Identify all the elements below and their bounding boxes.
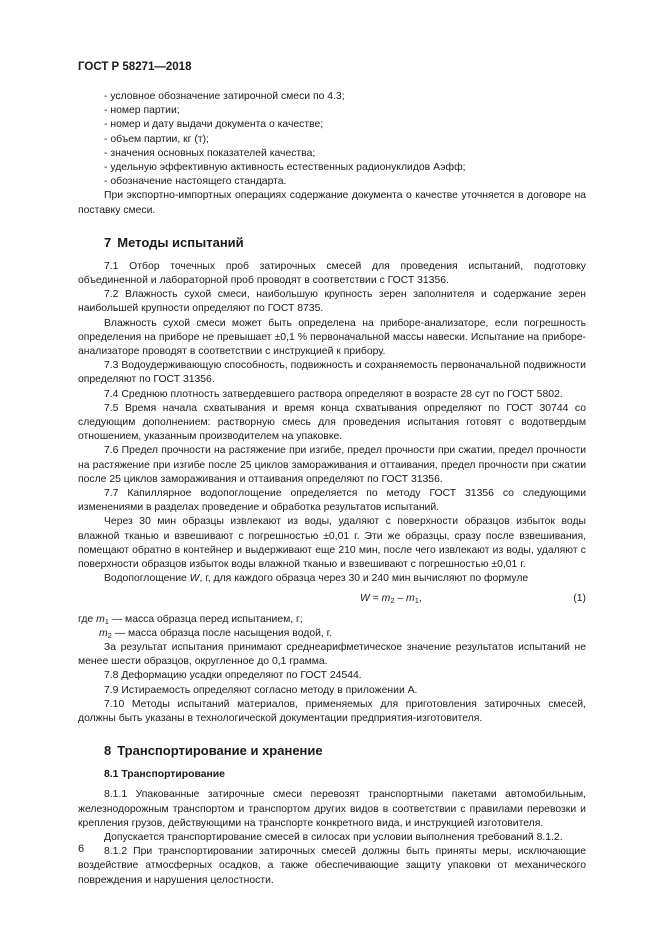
paragraph-7-10: 7.10 Методы испытаний материалов, применяемых для приготовления затирочных смесей, должны быть указаны в технологической документации предприятия-изготовителя. <box>78 698 586 724</box>
text-run: , г, для каждого образца через 30 и 240 мин вычисляют по формуле <box>199 573 529 585</box>
paragraph-7-7: 7.7 Капиллярное водопоглощение определяется по методу ГОСТ 31356 со следующими изменениями в разделах проведение и обработка результатов испытаний. <box>78 488 586 514</box>
paragraph-8-1-2: 8.1.2 При транспортировании затирочных смесей должны быть приняты меры, исключающие воздействие атмосферных осадков, а также обеспечивающие защиту упаковки от механического повреждения и нарушения целостности. <box>78 846 586 886</box>
formula-m: m <box>381 592 391 604</box>
list-item: - номер и дату выдачи документа о качестве; <box>104 119 324 131</box>
list-item: - значения основных показателей качества; <box>104 147 316 159</box>
formula-comma: , <box>418 592 422 604</box>
paragraph-7-7d: За результат испытания принимают среднеарифметическое значение результатов испытаний не менее шести образцов, округленное до 0,1 грамма. <box>78 641 586 668</box>
page-number: 6 <box>78 843 85 855</box>
paragraph-7-7c <box>78 572 586 586</box>
paragraph-8-1-1b: Допускается транспортирование смесей в силосах при условии выполнения требований 8.1.2. <box>104 831 563 843</box>
variable-m: m <box>99 627 108 639</box>
paragraph-7-4: 7.4 Среднюю плотность затвердевшего раствора определяют в возрасте 28 сут по ГОСТ 5802. <box>104 388 563 400</box>
where-m1 <box>78 613 586 627</box>
text-run: Водопоглощение <box>104 573 190 585</box>
paragraph-7-1: 7.1 Отбор точечных проб затирочных смесей для проведения испытаний, подготовку объединенной и лабораторной проб проводят в соответствии с ГОСТ 31356. <box>78 260 586 287</box>
formula-lhs: W <box>360 592 370 604</box>
section-number: 7 <box>104 234 112 250</box>
variable-w: W <box>189 573 200 585</box>
formula-sub: 2 <box>390 595 395 605</box>
formula-expression <box>360 592 422 606</box>
list-item: - номер партии; <box>104 105 180 117</box>
paragraph-export: При экспортно-импортных операциях содержание документа о качестве уточняется в договоре на поставку смеси. <box>78 190 586 216</box>
equation-number: (1) <box>573 592 586 604</box>
section-8-heading <box>104 743 586 759</box>
section-number: 8 <box>104 743 112 759</box>
formula-equals: = <box>369 592 382 604</box>
paragraph-7-8: 7.8 Деформацию усадки определяют по ГОСТ 24544. <box>104 670 362 682</box>
where-m2 <box>78 627 586 641</box>
paragraph-7-6: 7.6 Предел прочности на растяжение при изгибе, предел прочности при сжатии, предел прочности на растяжение при изгибе после 25 циклов замораживания и оттаивания, предел прочности при сжатии после 25 циклов замораживания и оттаивания определяют по ГОСТ 31356. <box>78 445 586 485</box>
paragraph-7-7b: Через 30 мин образцы извлекают из воды, удаляют с поверхности образцов избыток воды влажной тканью и взвешивают с погрешностью ±0,01 г. Эти же образцы, сразу после взвешивания, помещают обратно в контейнер и выдерживают еще 210 мин, после чего извлекают из воды, удаляют с поверхности образцов избыток воды влажной тканью и взвешивают с погрешностью ±0,01 г. <box>78 516 586 571</box>
variable-sub: 2 <box>107 630 112 640</box>
paragraph-7-3: 7.3 Водоудерживающую способность, подвижность и сохраняемость первоначальной подвижности определяют по ГОСТ 31356. <box>78 360 586 386</box>
formula-1 <box>78 591 586 609</box>
paragraph-7-2b: Влажность сухой смеси может быть определена на приборе-анализаторе, если погрешность определения на приборе не превышает ±0,1 % первоначальной массы навески. Испытание на приборе-анализаторе проводят в соответствии с инструкцией к прибору. <box>78 317 586 358</box>
list-item: - обозначение настоящего стандарта. <box>104 176 287 188</box>
section-title: Транспортирование и хранение <box>117 743 323 759</box>
paragraph-7-2: 7.2 Влажность сухой смеси, наибольшую крупность зерен заполнителя и содержание зерен наибольшей крупности определяют по ГОСТ 8735. <box>78 289 586 315</box>
formula-sub: 1 <box>414 595 419 605</box>
variable-sub: 1 <box>104 616 109 626</box>
text-run: — масса образца после насыщения водой, г. <box>111 627 333 639</box>
subsection-8-1-heading: 8.1 Транспортирование <box>104 769 225 781</box>
quality-document-list <box>78 90 586 189</box>
paragraph-8-1-1: 8.1.1 Упакованные затирочные смеси перевозят транспортными пакетами автомобильным, железнодорожным транспортом и транспортом других видов в соответствии с правилами перевозки и крепления грузов, действующими на транспорте конкретного вида, и инструкцией изготовителя. <box>78 789 586 829</box>
page-content <box>78 90 586 888</box>
list-item: - условное обозначение затирочной смеси по 4.3; <box>104 91 345 102</box>
list-item: - объем партии, кг (т); <box>104 133 209 145</box>
formula-minus: – <box>394 592 407 604</box>
formula-m: m <box>406 592 415 604</box>
text-run: — масса образца перед испытанием, г; <box>108 613 303 625</box>
paragraph-7-9: 7.9 Истираемость определяют согласно методу в приложении А. <box>104 684 418 696</box>
section-7-heading <box>104 235 586 251</box>
section-title: Методы испытаний <box>117 234 244 250</box>
paragraph-7-5: 7.5 Время начала схватывания и время конца схватывания определяют по ГОСТ 30744 со следующим дополнением: растворную смесь для проведения испытания готовят с водотвердым отношением, указанным производителем на упаковке. <box>78 402 586 443</box>
text-run: где <box>78 613 97 625</box>
document-code: ГОСТ Р 58271—2018 <box>78 61 192 73</box>
list-item: - удельную эффективную активность естественных радионуклидов Аэфф; <box>104 162 466 174</box>
variable-m: m <box>96 613 105 625</box>
